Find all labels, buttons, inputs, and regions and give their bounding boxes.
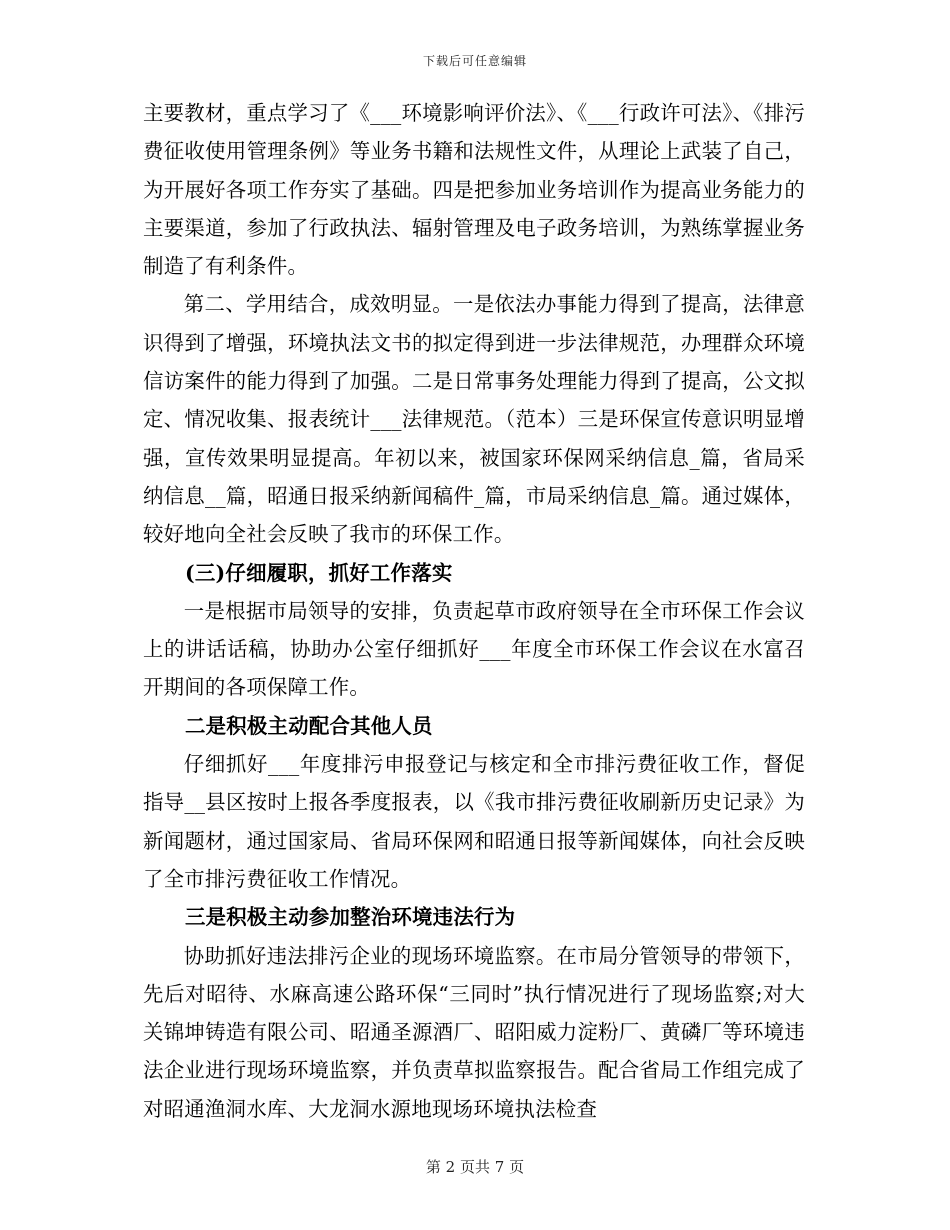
paragraph-1: 主要教材，重点学习了《___环境影响评价法》、《___行政许可法》、《排污费征收使用管理条例》等业务书籍和法规性文件，从理论上武装了自己，为开展好各项工作夯实了基础。四是把参加业务培训作为提高业务能力的主要渠道，参加了行政执法、辐射管理及电子政务培训，为熟练掌握业务制造了有利条件。 <box>143 101 805 279</box>
paragraph-4: 仔细抓好___年度排污申报登记与核定和全市排污费征收工作，督促指导__县区按时上报各季度报表，以《我市排污费征收刷新历史记录》为新闻题材，通过国家局、省局环保网和昭通日报等新闻媒体，向社会反映了全市排污费征收工作情况。 <box>143 752 805 891</box>
paragraph-3: 一是根据市局领导的安排，负责起草市政府领导在全市环保工作会议上的讲话话稿，协助办公室仔细抓好___年度全市环保工作会议在水富召开期间的各项保障工作。 <box>143 598 805 700</box>
subheading-enforcement: 三是积极主动参加整治环境违法行为 <box>185 905 516 930</box>
paragraph-5: 协助抓好违法排污企业的现场环境监察。在市局分管领导的带领下，先后对昭待、水麻高速公路环保“三同时”执行情况进行了现场监察;对大关锦坤铸造有限公司、昭通圣源酒厂、昭阳威力淀粉厂、黄磷厂等环境违法企业进行现场环境监察，并负责草拟监察报告。配合省局工作组完成了对昭通渔洞水库、大龙洞水源地现场环境执法检查 <box>143 943 805 1121</box>
paragraph-2: 第二、学用结合，成效明显。一是依法办事能力得到了提高，法律意识得到了增强，环境执法文书的拟定得到进一步法律规范，办理群众环境信访案件的能力得到了加强。二是日常事务处理能力得到了提高，公文拟定、情况收集、报表统计___法律规范。（范本）三是环保宣传意识明显增强，宣传效果明显提高。年初以来，被国家环保网采纳信息_篇，省局采纳信息__篇，昭通日报采纳新闻稿件_篇，市局采纳信息_篇。通过媒体，较好地向全社会反映了我市的环保工作。 <box>143 292 805 547</box>
subheading-cooperate: 二是积极主动配合其他人员 <box>185 713 433 738</box>
document-body <box>143 94 805 1128</box>
page-footer: 第 2 页共 7 页 <box>425 1158 525 1176</box>
section-heading-3: (三)仔细履职，抓好工作落实 <box>185 560 453 585</box>
page-header: 下载后可任意编辑 <box>422 54 527 68</box>
